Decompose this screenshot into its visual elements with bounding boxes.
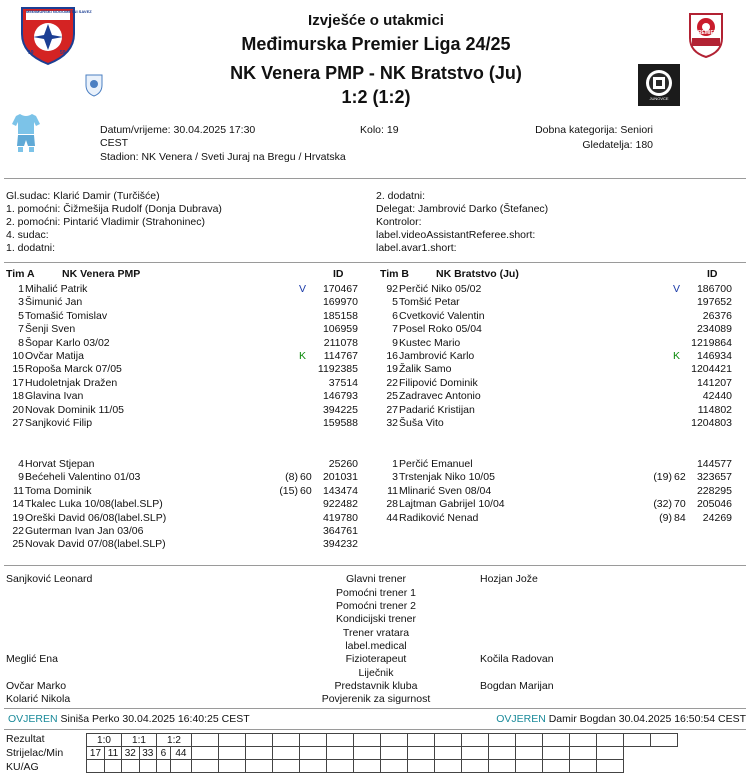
player-number: 25: [12, 538, 24, 551]
empty-cell: [570, 747, 597, 760]
divider: [4, 565, 746, 566]
player-name: Lajtman Gabrijel 10/04: [399, 498, 505, 511]
player-id: 211078: [323, 336, 358, 349]
player-name: Šenji Sven: [25, 323, 76, 336]
staff-role: Povjerenik za sigurnost: [321, 693, 431, 705]
empty-cell: [327, 760, 354, 773]
empty-cell: [327, 734, 354, 747]
empty-cell: [408, 734, 435, 747]
age-category: Dobna kategorija: Seniori: [535, 124, 653, 136]
empty-cell: [300, 734, 327, 747]
staff-role: label.medical: [345, 640, 407, 652]
empty-cell: [489, 760, 516, 773]
player-id: 1204421: [691, 363, 732, 376]
player-id: 201031: [322, 471, 358, 484]
player-id: 24269: [702, 511, 732, 524]
player-number: 44: [386, 511, 398, 524]
empty-cell: [516, 760, 543, 773]
empty-cell: [462, 747, 489, 760]
ku-row: [87, 760, 678, 773]
official-line: label.videoAssistantReferee.short:: [376, 229, 536, 241]
player-name: Mlinarić Sven 08/04: [399, 484, 492, 497]
player-number: 32: [386, 417, 398, 429]
empty-cell: [273, 747, 300, 760]
empty-cell: [192, 734, 219, 747]
empty-cell: [597, 747, 624, 760]
player-id: 114767: [323, 350, 358, 362]
official-line: 2. dodatni:: [376, 190, 426, 202]
scorer-label: Strijelac/Min: [6, 747, 64, 759]
empty-cell: [570, 734, 597, 747]
empty-cell: [624, 734, 651, 747]
player-name: Cvetković Valentin: [399, 309, 485, 322]
player-id: 169970: [322, 296, 358, 309]
verified-by: Damir Bogdan 30.04.2025 16:50:54 CEST: [548, 713, 746, 725]
spectators: Gledatelja: 180: [582, 139, 653, 151]
divider: [4, 262, 746, 263]
player-name: Posel Roko 05/04: [399, 323, 482, 336]
result-cell: 1:0: [87, 734, 122, 747]
player-number: 17: [12, 376, 24, 389]
empty-cell: [381, 760, 408, 773]
league-logo-text: PREMIER: [694, 30, 718, 36]
result-row: [87, 734, 678, 747]
player-id: 25260: [328, 458, 358, 470]
staff-role: Pomoćni trener 2: [336, 600, 416, 612]
score-grid: [86, 733, 678, 773]
empty-cell: [87, 760, 105, 773]
federation-logo-year-b: 59: [60, 50, 66, 56]
report-title: Izvješće o utakmici: [308, 12, 444, 29]
team-a-club-rep: Ovčar Marko: [6, 680, 67, 692]
match-score: 1:2 (1:2): [341, 87, 411, 107]
team-b-head-coach: Hozjan Jože: [480, 573, 538, 585]
player-name: Mihalić Patrik: [25, 283, 88, 295]
federation-logo-year-a: 19: [28, 50, 34, 56]
staff-role: Liječnik: [358, 667, 394, 679]
verified-status: OVJEREN: [8, 713, 58, 725]
player-name: Ovčar Matija: [25, 350, 84, 362]
sub-replaced: (19): [653, 471, 672, 484]
match-round: Kolo: 19: [360, 124, 399, 136]
player-id: 186700: [696, 283, 732, 295]
player-name: Padarić Kristijan: [399, 403, 475, 416]
empty-cell: [543, 747, 570, 760]
player-id: 394232: [322, 538, 358, 551]
goalkeeper-mark: V: [673, 283, 681, 295]
empty-cell: [157, 760, 171, 773]
empty-cell: [408, 760, 435, 773]
team-a-name: NK Venera PMP: [62, 268, 141, 280]
result-label: Rezultat: [6, 733, 45, 745]
empty-cell: [273, 734, 300, 747]
player-number: 28: [386, 498, 398, 511]
empty-cell: [597, 734, 624, 747]
verified-status: OVJEREN: [496, 713, 546, 725]
empty-cell: [246, 760, 273, 773]
sub-minute: 60: [300, 471, 312, 484]
player-name: Filipović Dominik: [399, 376, 478, 389]
player-id: 1204803: [691, 417, 732, 429]
sub-minute: 70: [674, 498, 686, 511]
team-b-name: NK Bratstvo (Ju): [436, 268, 519, 280]
player-number: 3: [392, 471, 398, 484]
empty-cell: [435, 734, 462, 747]
team-a-physio: Meglić Ena: [6, 653, 58, 665]
player-number: 9: [392, 336, 398, 349]
empty-cell: [543, 760, 570, 773]
league-logo-sub: MEĐIMURSKA LIGA: [692, 38, 720, 42]
player-id: 922482: [322, 498, 358, 511]
team-b-id-header: ID: [707, 268, 718, 280]
empty-cell: [354, 734, 381, 747]
player-id: 1192385: [317, 363, 358, 376]
empty-cell: [246, 734, 273, 747]
empty-cell: [516, 747, 543, 760]
scorer-cell: 44: [170, 747, 191, 760]
empty-cell: [381, 747, 408, 760]
verified-by: Siniša Perko 30.04.2025 16:40:25 CEST: [60, 713, 250, 725]
player-name: Šuša Vito: [399, 417, 444, 429]
player-number: 7: [18, 323, 24, 336]
player-name: Perčić Niko 05/02: [399, 283, 482, 295]
player-number: 5: [392, 296, 398, 309]
player-name: Radiković Nenad: [399, 511, 479, 524]
player-number: 14: [12, 498, 24, 511]
empty-cell: [139, 760, 157, 773]
scorer-cell: 6: [157, 747, 171, 760]
team-b-label: Tim B: [380, 268, 409, 280]
empty-cell: [327, 747, 354, 760]
scorer-row: [87, 747, 678, 760]
player-number: 15: [12, 363, 24, 376]
player-name: Kustec Mario: [399, 336, 461, 349]
empty-cell: [170, 760, 191, 773]
player-id: 1219864: [691, 336, 732, 349]
empty-cell: [354, 760, 381, 773]
result-cell: 1:1: [122, 734, 157, 747]
team-a-id-header: ID: [333, 268, 344, 280]
empty-cell: [462, 760, 489, 773]
match-title: NK Venera PMP - NK Bratstvo (Ju): [230, 63, 522, 83]
player-number: 25: [386, 390, 398, 403]
player-number: 4: [18, 458, 24, 470]
goalkeeper-mark: V: [299, 283, 307, 295]
player-name: Tomšić Petar: [399, 296, 460, 309]
empty-cell: [435, 747, 462, 760]
player-name: Tomašić Tomislav: [25, 309, 108, 322]
league-name: Međimurska Premier Liga 24/25: [241, 34, 511, 54]
player-name: Sanjković Filip: [25, 417, 93, 429]
official-line: 1. pomoćni: Čižmešija Rudolf (Donja Dubrava): [6, 203, 222, 215]
player-name: Žalik Samo: [399, 363, 452, 376]
empty-cell: [462, 734, 489, 747]
player-id: 146934: [696, 350, 732, 362]
scorer-cell: 33: [139, 747, 157, 760]
player-number: 16: [386, 350, 398, 362]
official-line: Gl.sudac: Klarić Damir (Turčišće): [6, 190, 160, 202]
player-number: 19: [12, 511, 24, 524]
ku-label: KU/AG: [6, 761, 39, 773]
player-name: Glavina Ivan: [25, 390, 84, 403]
scorer-cell: 17: [87, 747, 105, 760]
sub-minute: 84: [674, 511, 686, 524]
player-number: 6: [392, 309, 398, 322]
player-id: 205046: [696, 498, 732, 511]
player-number: 27: [12, 417, 24, 429]
empty-cell: [219, 734, 246, 747]
player-id: 394225: [322, 403, 358, 416]
match-datetime: Datum/vrijeme: 30.04.2025 17:30: [100, 124, 256, 136]
sub-replaced: (32): [653, 498, 672, 511]
player-number: 27: [386, 403, 398, 416]
player-id: 234089: [696, 323, 732, 336]
player-id: 141207: [696, 376, 732, 389]
verification-left: [8, 713, 250, 725]
player-number: 20: [12, 403, 24, 416]
player-number: 7: [392, 323, 398, 336]
player-name: Zadravec Antonio: [399, 390, 481, 403]
player-name: Šopar Karlo 03/02: [25, 336, 110, 349]
sub-replaced: (15): [279, 484, 298, 497]
player-number: 19: [386, 363, 398, 376]
match-timezone: CEST: [100, 137, 129, 149]
empty-cell: [408, 747, 435, 760]
player-id: 197652: [696, 296, 732, 309]
official-line: 1. dodatni:: [6, 242, 56, 254]
divider: [4, 729, 746, 730]
player-name: Novak Dominik 11/05: [25, 403, 125, 416]
empty-cell: [354, 747, 381, 760]
player-id: 37514: [328, 376, 358, 389]
player-number: 22: [12, 525, 24, 537]
staff-role: Fizioterapeut: [345, 653, 407, 665]
player-id: 26376: [702, 309, 732, 322]
player-name: Perčić Emanuel: [399, 458, 473, 470]
staff-role: Kondicijski trener: [336, 613, 416, 625]
empty-cell: [246, 747, 273, 760]
result-cell: 1:2: [157, 734, 192, 747]
player-id: 144577: [696, 458, 732, 470]
player-id: 114802: [697, 403, 732, 416]
verification-right: [496, 713, 746, 725]
staff-role: Glavni trener: [345, 573, 407, 585]
empty-cell: [489, 747, 516, 760]
team-b-physio: Kočila Radovan: [480, 653, 554, 665]
player-name: Šimunić Jan: [25, 296, 83, 309]
player-id: 146793: [322, 390, 358, 403]
federation-logo-text: MEĐIMURSKI NOGOMETNI SAVEZ: [26, 9, 92, 14]
empty-cell: [543, 734, 570, 747]
empty-cell: [489, 734, 516, 747]
player-name: Jambrović Karlo: [399, 350, 475, 362]
sub-replaced: (9): [659, 511, 672, 524]
player-name: Horvat Stjepan: [25, 458, 95, 470]
player-name: Novak David 07/08(label.SLP): [25, 538, 166, 551]
official-line: Kontrolor:: [376, 216, 422, 228]
sub-minute: 60: [300, 484, 312, 497]
team-a-security: Kolarić Nikola: [6, 693, 71, 705]
divider: [4, 178, 746, 179]
player-number: 8: [18, 336, 24, 349]
player-id: 228295: [696, 484, 732, 497]
staff-role: Predstavnik kluba: [334, 680, 418, 692]
empty-cell: [651, 734, 678, 747]
player-name: Trstenjak Niko 10/05: [399, 471, 495, 484]
captain-mark: K: [673, 350, 681, 362]
match-stadium: Stadion: NK Venera / Sveti Juraj na Bregu / Hrvatska: [100, 151, 346, 163]
empty-cell: [300, 760, 327, 773]
player-name: Tkalec Luka 10/08(label.SLP): [25, 498, 163, 511]
sub-minute: 62: [674, 471, 686, 484]
team-a-head-coach: Sanjković Leonard: [6, 573, 93, 585]
empty-cell: [381, 734, 408, 747]
staff-role: Trener vratara: [342, 627, 410, 639]
empty-cell: [516, 734, 543, 747]
player-number: 3: [18, 296, 24, 309]
scorer-cell: 32: [122, 747, 140, 760]
empty-cell: [219, 747, 246, 760]
player-number: 11: [387, 484, 398, 497]
player-name: Guterman Ivan Jan 03/06: [25, 525, 144, 537]
player-id: 106959: [322, 323, 358, 336]
player-name: Bećeheli Valentino 01/03: [25, 471, 141, 484]
divider: [4, 708, 746, 709]
player-number: 92: [386, 283, 398, 295]
player-name: Oreški David 06/08(label.SLP): [25, 511, 167, 524]
official-line: label.avar1.short:: [376, 242, 457, 254]
player-id: 364761: [322, 525, 358, 537]
player-id: 185158: [322, 309, 358, 322]
player-number: 5: [18, 309, 24, 322]
away-logo-text: JUNOVCE: [649, 96, 669, 101]
player-name: Toma Dominik: [25, 484, 92, 497]
kit-icon: [12, 112, 40, 152]
player-number: 9: [18, 471, 24, 484]
empty-cell: [300, 747, 327, 760]
empty-cell: [435, 760, 462, 773]
player-name: Ropoša Marck 07/05: [25, 363, 122, 376]
player-name: Hudoletnjak Dražen: [25, 376, 118, 389]
empty-cell: [219, 760, 246, 773]
official-line: Delegat: Jambrović Darko (Štefanec): [376, 203, 549, 215]
player-id: 159588: [322, 417, 358, 429]
empty-cell: [273, 760, 300, 773]
empty-cell: [122, 760, 140, 773]
player-number: 1: [392, 458, 398, 470]
empty-cell: [597, 760, 624, 773]
player-number: 11: [13, 484, 24, 497]
official-line: 4. sudac:: [6, 229, 49, 241]
scorer-cell: 11: [104, 747, 121, 760]
player-number: 22: [386, 376, 398, 389]
player-number: 18: [12, 390, 24, 403]
player-id: 323657: [696, 471, 732, 484]
team-a-label: Tim A: [6, 268, 35, 280]
empty-cell: [570, 760, 597, 773]
empty-cell: [192, 760, 219, 773]
staff-role: Pomoćni trener 1: [336, 587, 416, 599]
player-id: 143474: [322, 484, 358, 497]
empty-cell: [104, 760, 121, 773]
empty-cell: [192, 747, 219, 760]
player-id: 170467: [322, 283, 358, 295]
sub-replaced: (8): [285, 471, 298, 484]
player-number: 10: [12, 350, 24, 362]
player-number: 1: [18, 283, 24, 295]
official-line: 2. pomoćni: Pintarić Vladimir (Strahoninec): [6, 216, 205, 228]
player-id: 419780: [322, 511, 358, 524]
captain-mark: K: [299, 350, 307, 362]
team-b-club-rep: Bogdan Marijan: [480, 680, 554, 692]
player-id: 42440: [702, 390, 732, 403]
